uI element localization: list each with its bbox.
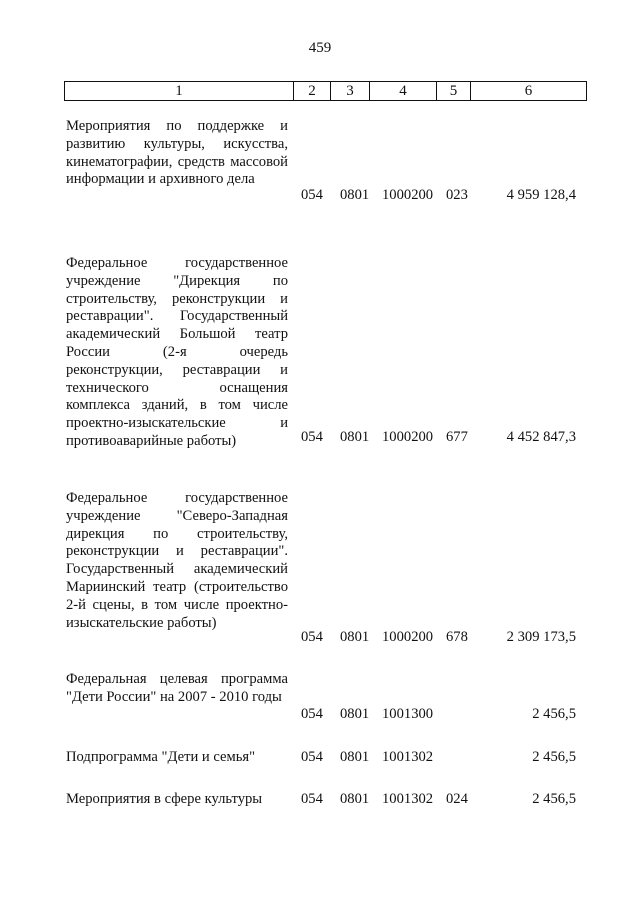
row-col3: 0801 (340, 629, 370, 645)
row-col4: 1001302 (382, 791, 434, 807)
row-col3: 0801 (340, 706, 370, 722)
column-header-table (64, 81, 587, 101)
row-col5: 677 (446, 429, 468, 445)
column-header-1: 1 (65, 82, 294, 101)
row-col5: 023 (446, 187, 468, 203)
row-col2: 054 (301, 706, 323, 722)
row-col6: 4 452 847,3 (506, 429, 576, 445)
row-col2: 054 (301, 629, 323, 645)
row-col6: 2 456,5 (532, 706, 576, 722)
row-col6: 2 456,5 (532, 749, 576, 765)
row-col2: 054 (301, 791, 323, 807)
row-col3: 0801 (340, 749, 370, 765)
row-description: Федеральное государственное учреждение "Дирекция по строительству, реконструкции и реставрации". Государственный академический Большой театр России (2-я очередь реконструкции, реставрации и технического оснащения комплекса зданий, в том числе проектно-изыскательские и противоаварийные работы) (66, 255, 288, 449)
column-header-3: 3 (331, 82, 370, 101)
row-col6: 2 309 173,5 (506, 629, 576, 645)
row-description: Мероприятия в сфере культуры (66, 791, 263, 807)
row-col3: 0801 (340, 791, 370, 807)
row-col6: 2 456,5 (532, 791, 576, 807)
row-col3: 0801 (340, 429, 370, 445)
column-header-row (65, 82, 587, 101)
row-col2: 054 (301, 749, 323, 765)
row-col2: 054 (301, 187, 323, 203)
row-col4: 1000200 (382, 629, 434, 645)
row-description: Мероприятия по поддержке и развитию культуры, искусства, кинематографии, средств массовой информации и архивного дела (66, 118, 288, 188)
row-col2: 054 (301, 429, 323, 445)
row-col5: 024 (446, 791, 468, 807)
row-col6: 4 959 128,4 (506, 187, 576, 203)
column-header-2: 2 (294, 82, 331, 101)
row-col4: 1000200 (382, 429, 434, 445)
page-number: 459 (308, 40, 332, 56)
row-col4: 1000200 (382, 187, 434, 203)
column-header-5: 5 (437, 82, 471, 101)
row-description: Федеральное государственное учреждение "Северо-Западная дирекция по строительству, реконструкции и реставрации". Государственный академический Мариинский театр (строительство 2-й сцены, в том числе проектно-изыскательские работы) (66, 490, 288, 631)
row-col3: 0801 (340, 187, 370, 203)
column-header-6: 6 (471, 82, 587, 101)
row-col4: 1001302 (382, 749, 434, 765)
row-col4: 1001300 (382, 706, 434, 722)
column-header-4: 4 (370, 82, 437, 101)
row-description: Подпрограмма "Дети и семья" (66, 749, 256, 765)
row-description: Федеральная целевая программа "Дети России" на 2007 - 2010 годы (66, 671, 288, 705)
row-col5: 678 (446, 629, 468, 645)
